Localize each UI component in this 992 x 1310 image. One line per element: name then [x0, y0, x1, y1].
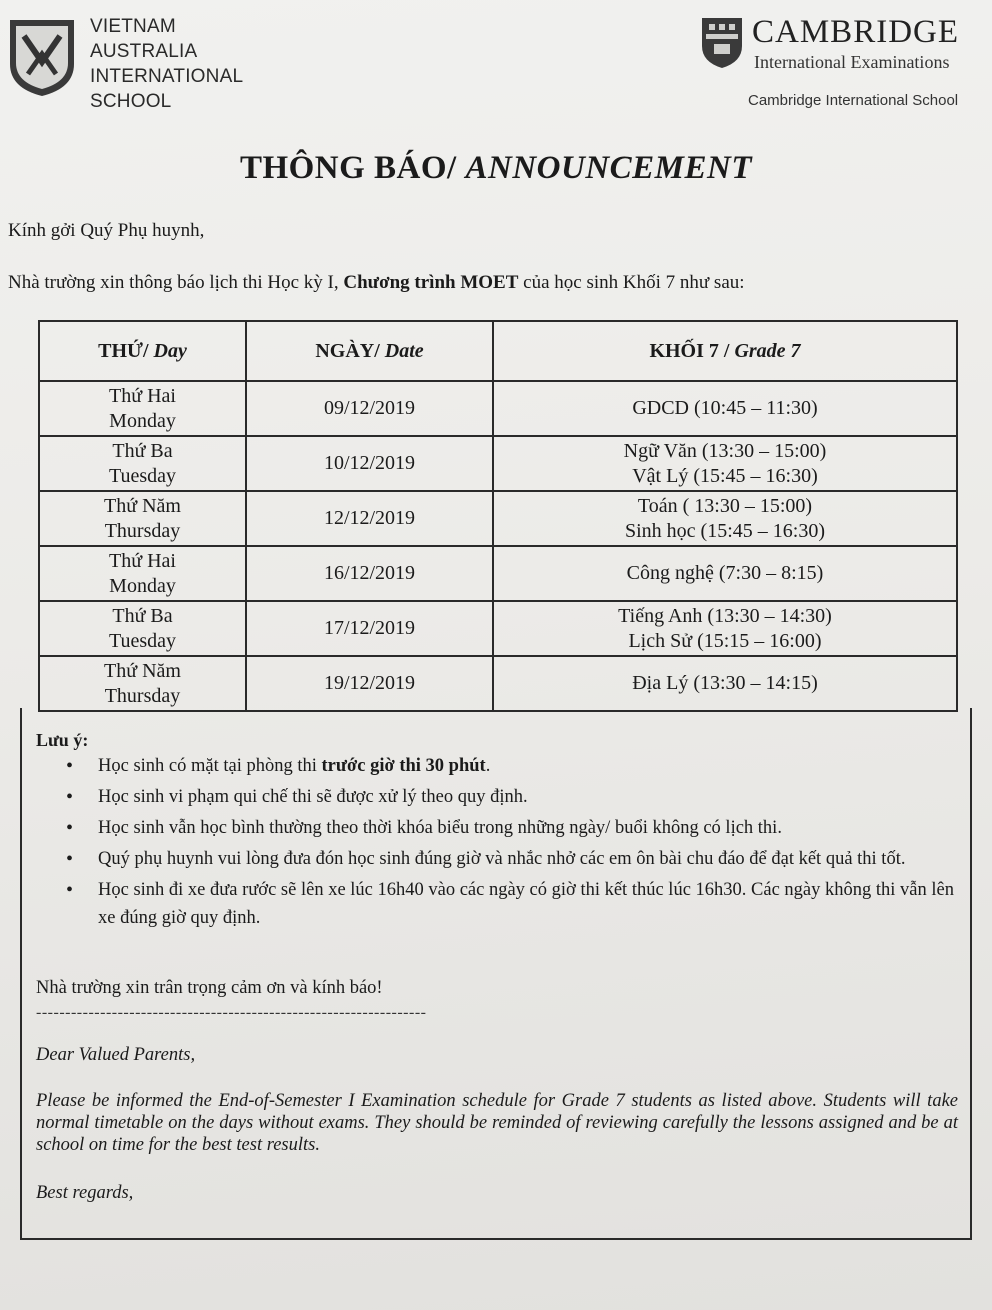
note-item: • Học sinh có mặt tại phòng thi trước giờ thi 30 phút. [36, 752, 956, 780]
note-item: • Học sinh vẫn học bình thường theo thời khóa biểu trong những ngày/ buổi không có lịch thi. [36, 814, 956, 842]
header-grade: KHỐI 7 / Grade 7 [493, 321, 957, 381]
date-cell: 10/12/2019 [246, 436, 493, 491]
exam-schedule-table [38, 320, 958, 712]
date-cell: 12/12/2019 [246, 491, 493, 546]
vas-line-1: VIETNAM [90, 16, 176, 37]
exam-cell: GDCD (10:45 – 11:30) [493, 381, 957, 436]
date-cell: 09/12/2019 [246, 381, 493, 436]
title-main: THÔNG BÁO/ [239, 150, 466, 186]
school-crest-icon [6, 16, 78, 98]
day-cell: Thứ Năm Thursday [39, 491, 246, 546]
vas-line-4: SCHOOL [90, 91, 172, 112]
exam-cell: Địa Lý (13:30 – 14:15) [493, 656, 957, 711]
intro-before: Nhà trường xin thông báo lịch thi Học kỳ I, [8, 272, 344, 293]
table-row [39, 656, 957, 711]
day-cell: Thứ Hai Monday [39, 381, 246, 436]
cambridge-school-label: Cambridge International School [748, 92, 959, 109]
notes-title: Lưu ý: [36, 730, 89, 750]
date-cell: 17/12/2019 [246, 601, 493, 656]
table-row [39, 546, 957, 601]
vas-line-2: AUSTRALIA [90, 41, 198, 62]
divider-line: ------------------------------------------------------------------- [36, 1004, 427, 1021]
header-date: NGÀY/ Date [246, 321, 493, 381]
cambridge-name: CAMBRIDGE [752, 14, 960, 50]
day-cell: Thứ Ba Tuesday [39, 601, 246, 656]
header-day: THỨ/ Day [39, 321, 246, 381]
table-row [39, 601, 957, 656]
note-item: • Học sinh vi phạm qui chế thi sẽ được xử lý theo quy định. [36, 783, 956, 811]
day-cell: Thứ Hai Monday [39, 546, 246, 601]
intro-bold: Chương trình MOET [343, 272, 519, 293]
intro-after: của học sinh Khối 7 như sau: [518, 272, 745, 293]
intro-paragraph [8, 272, 745, 294]
day-cell: Thứ Ba Tuesday [39, 436, 246, 491]
exam-cell: Công nghệ (7:30 – 8:15) [493, 546, 957, 601]
title-italic: ANNOUNCEMENT [465, 150, 753, 186]
english-regards: Best regards, [36, 1183, 134, 1203]
table-row [39, 381, 957, 436]
note-item: • Học sinh đi xe đưa rước sẽ lên xe lúc 16h40 vào các ngày có giờ thi kết thúc lúc 16h30. Các ngày không thi vẫn lên xe đúng giờ quy định. [36, 876, 956, 932]
notes-list [36, 752, 956, 935]
table-row [39, 491, 957, 546]
vas-logo [6, 16, 243, 114]
cambridge-subtitle: International Examinations [754, 52, 950, 72]
note-item: • Quý phụ huynh vui lòng đưa đón học sinh đúng giờ và nhắc nhở các em ôn bài chu đáo để đạt kết quả thi tốt. [36, 845, 956, 873]
exam-cell: Ngữ Văn (13:30 – 15:00) Vật Lý (15:45 – 16:30) [493, 436, 957, 491]
date-cell: 19/12/2019 [246, 656, 493, 711]
vas-line-3: INTERNATIONAL [90, 66, 244, 87]
date-cell: 16/12/2019 [246, 546, 493, 601]
vas-school-name [90, 14, 243, 114]
greeting: Kính gởi Quý Phụ huynh, [8, 220, 205, 241]
table-row [39, 436, 957, 491]
exam-cell: Tiếng Anh (13:30 – 14:30) Lịch Sử (15:15 – 16:00) [493, 601, 957, 656]
exam-cell: Toán ( 13:30 – 15:00) Sinh học (15:45 – 16:30) [493, 491, 957, 546]
page-title [0, 150, 992, 187]
english-body: Please be informed the End-of-Semester I Examination schedule for Grade 7 students as listed above. Students will take normal timetable on the days without exams. They should be reminded of reviewing carefully the lessons assigned and be at school on time for the best test results. [36, 1091, 958, 1155]
cambridge-shield-icon [700, 16, 744, 70]
english-salutation: Dear Valued Parents, [36, 1045, 196, 1065]
table-header-row [39, 321, 957, 381]
day-cell: Thứ Năm Thursday [39, 656, 246, 711]
closing-thanks: Nhà trường xin trân trọng cảm ơn và kính báo! [36, 978, 383, 998]
